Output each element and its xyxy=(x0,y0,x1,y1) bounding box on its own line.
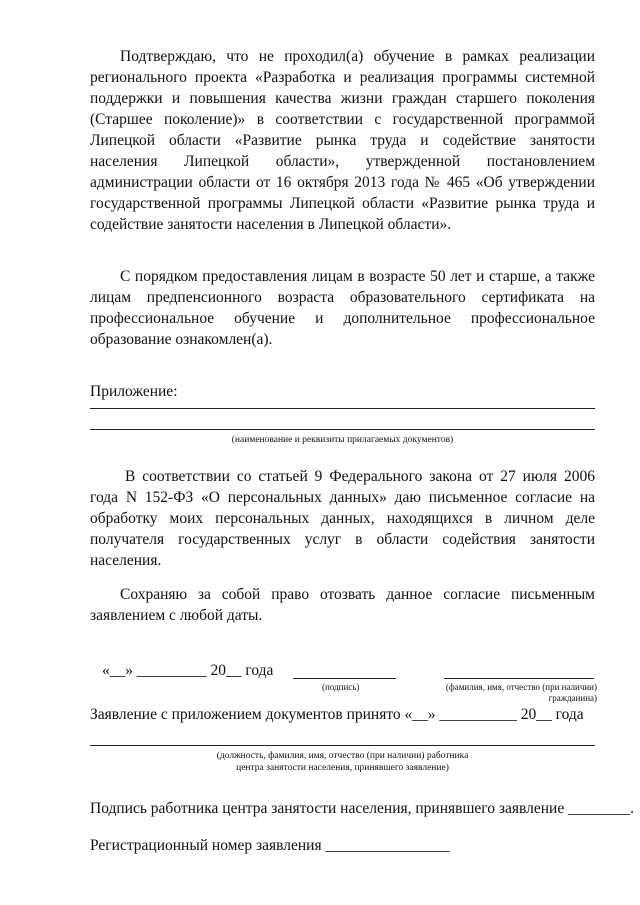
attachment-line-2[interactable] xyxy=(90,429,595,430)
accepted-line: Заявление с приложением документов принято «__» __________ 20__ года xyxy=(90,706,584,723)
paragraph-personal-data-consent: В соответствии со статьей 9 Федерального закона от 27 июля 2006 года N 152-ФЗ «О персональных данных» даю письменное согласие на обработку моих персональных данных, находящихся в личном деле получателя государственных услуг в области содействия занятости населения. xyxy=(90,468,595,569)
attachment-line-1[interactable] xyxy=(90,408,595,409)
worker-caption-2: центра занятости населения, принявшего заявление) xyxy=(236,763,449,773)
signature-date[interactable]: «__» _________ 20__ года xyxy=(102,662,274,679)
signature-line[interactable] xyxy=(293,678,396,679)
document-page xyxy=(90,46,634,856)
full-name-line[interactable] xyxy=(444,678,594,679)
worker-signature: Подпись работника центра занятости населения, принявшего заявление ________. xyxy=(90,800,634,817)
signature-caption: (подпись) xyxy=(322,682,360,692)
worker-line[interactable] xyxy=(90,745,595,746)
attachment-caption: (наименование и реквизиты прилагаемых документов) xyxy=(231,435,454,445)
full-name-caption: (фамилия, имя, отчество (при наличии) гражданина) xyxy=(445,682,597,703)
signature-row xyxy=(90,660,597,703)
paragraph-withdraw-right: Сохраняю за собой право отозвать данное согласие письменным заявлением с любой даты. xyxy=(90,586,595,624)
worker-caption-1: (должность, фамилия, имя, отчество (при наличии) работника xyxy=(216,751,469,761)
attachment-label: Приложение: xyxy=(90,383,178,400)
paragraph-confirmation: Подтверждаю, что не проходил(а) обучение в рамках реализации регионального проекта «Разработка и реализация программы системной поддержки и повышения качества жизни граждан старшего поколения (Старшее поколение)» в соответствии с государственной программой Липецкой области «Развитие рынка труда и содействие занятости населения Липецкой области», утвержденной постановлением администрации области от 16 октября 2013 года № 465 «Об утверждении государственной программы Липецкой области «Развитие рынка труда и содействие занятости населения в Липецкой области». xyxy=(90,48,595,233)
registration-number: Регистрационный номер заявления ________________ xyxy=(90,837,450,854)
paragraph-acquainted: С порядком предоставления лицам в возрасте 50 лет и старше, а также лицам предпенсионного возраста образовательного сертификата на профессиональное обучение и дополнительное профессиональное образование ознакомлен(а). xyxy=(90,268,595,348)
